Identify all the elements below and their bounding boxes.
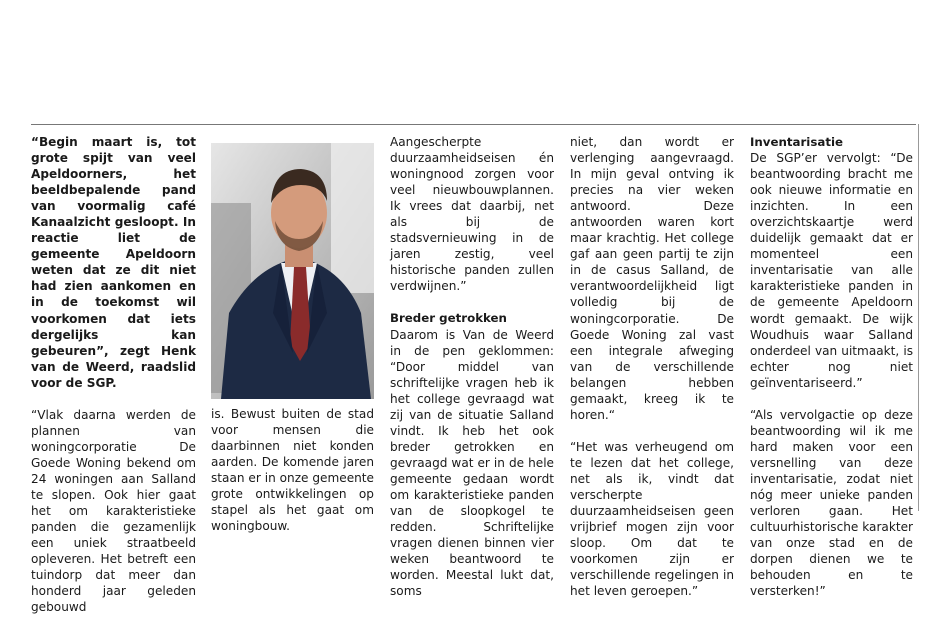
intro-paragraph: “Begin maart is, tot grote spijt van veel Apeldoorners, het beeldbepalende pand van voormalig café Kanaalzicht gesloopt. In reactie liet de gemeente Apeldoorn weten dat ze dit niet had zien aankomen en in de toekomst wil voorkomen dat iets dergelijks kan gebeuren”, zegt Henk van de Weerd, raadslid voor de SGP.	[31, 135, 196, 390]
column-4	[570, 134, 734, 599]
paragraph: Daarom is Van de Weerd in de pen geklommen: “Door middel van schriftelijke vragen heb ik het college gevraagd wat zij van de situatie Salland vindt. Ik heb het ook breder getrokken en gevraagd wat er in de hele gemeente gedaan wordt om karakteristieke panden van de sloopkogel te redden. Schriftelijke vragen dienen binnen vier weken beantwoord te worden. Meestal lukt dat, soms	[390, 327, 554, 599]
paragraph: “Vlak daarna werden de plannen van woningcorporatie De Goede Woning bekend om 24 woningen aan Salland te slopen. Ook hier gaat het om karakteristieke panden die gezamenlijk een uniek straatbeeld opleveren. Het betreft een tuindorp dat meer dan honderd jaar geleden gebouwd	[31, 407, 196, 615]
column-1	[31, 134, 196, 615]
paragraph: “Als vervolgactie op deze beantwoording wil ik me hard maken voor een versnelling van deze inventarisatie, zodat niet nóg meer unieke panden verloren gaan. Het cultuurhistorische karakter van onze stad en de dorpen dienen we te behouden en te versterken!”	[750, 407, 913, 599]
column-2	[211, 406, 374, 534]
section-heading: Breder getrokken	[390, 311, 507, 326]
paragraph: De SGP’er vervolgt: “De beantwoording bracht me ook nieuwe informatie en inzichten. In een overzichtskaartje werd duidelijk gemaakt dat er momenteel een inventarisatie van alle karakteristieke panden in de gemeente Apeldoorn wordt gemaakt. De wijk Woudhuis waar Salland onderdeel van uitmaakt, is echter nog niet geïnventariseerd.”	[750, 151, 913, 390]
top-rule	[31, 124, 916, 125]
paragraph: “Het was verheugend om te lezen dat het college, net als ik, vindt dat verscherpte duurzaamheidseisen geen vrijbrief mogen zijn voor sloop. Om dat te voorkomen zijn er verschillende regelingen in het leven geroepen.”	[570, 439, 734, 599]
paragraph: niet, dan wordt er verlenging aangevraagd. In mijn geval ontving ik precies na vier weken antwoord. Deze antwoorden waren kort maar krachtig. Het college gaf aan geen partij te zijn in de casus Salland, de verantwoordelijkheid ligt volledig bij de woningcorporatie. De Goede Woning zal vast een integrale afweging van de verschillende belangen hebben gemaakt, kreeg ik te horen.“	[570, 135, 734, 422]
paragraph: is. Bewust buiten de stad voor mensen die daarbinnen niet konden aarden. De komende jaren staan er in onze gemeente grote ontwikkelingen op stapel als het gaat om woningbouw.	[211, 407, 374, 534]
portrait-photo	[211, 143, 374, 399]
paragraph: Aangescherpte duurzaamheidseisen én woningnood zorgen voor veel nieuwbouwplannen. Ik vrees dat daarbij, net als bij de stadsvernieuwing in de jaren zestig, veel historische panden zullen verdwijnen.”	[390, 135, 554, 294]
column-3	[390, 134, 554, 599]
column-5	[750, 134, 913, 599]
portrait-photo-image	[211, 143, 374, 399]
right-edge-rule	[918, 124, 919, 511]
section-heading: Inventarisatie	[750, 135, 844, 149]
